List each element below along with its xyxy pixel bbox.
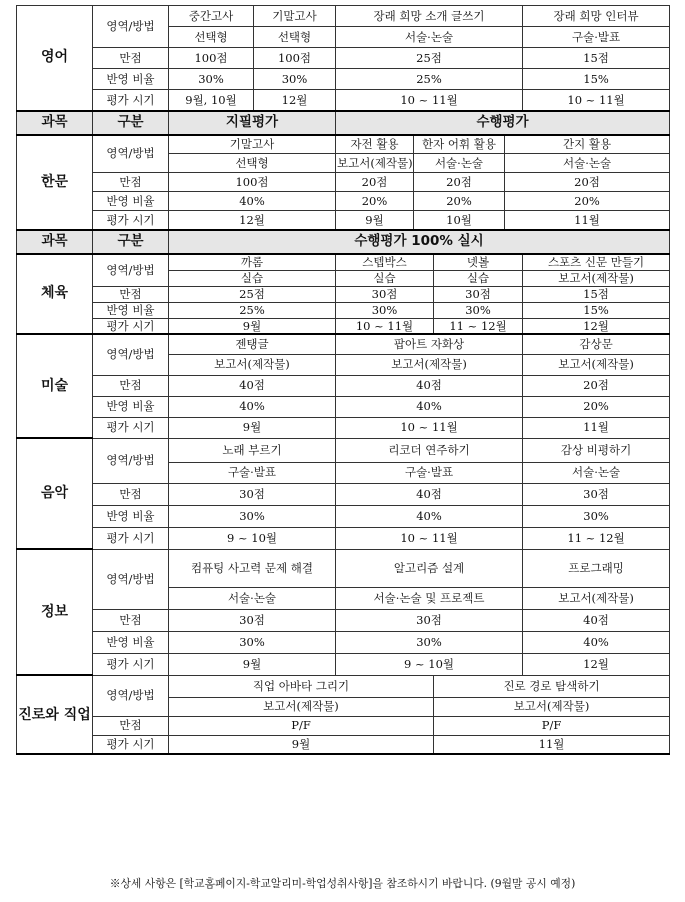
pe-period-1: 9월	[169, 318, 336, 334]
info-row-score	[17, 609, 670, 631]
header-performance: 수행평가	[336, 111, 670, 135]
hanmun-area-1: 기말고사	[169, 135, 336, 154]
hanmun-row-score	[17, 173, 670, 192]
art-score-3: 20점	[523, 375, 670, 396]
english-area-4: 장래 희망 인터뷰	[523, 6, 670, 27]
pe-score-label: 만점	[93, 286, 169, 302]
career-score-2: P/F	[434, 716, 670, 735]
art-period-1: 9월	[169, 417, 336, 438]
art-score-2: 40점	[336, 375, 523, 396]
hanmun-score-3: 20점	[414, 173, 505, 192]
music-row-score	[17, 483, 670, 505]
pe-subject: 체육	[17, 254, 93, 335]
career-period-1: 9월	[169, 735, 434, 754]
pe-period-label: 평가 시기	[93, 318, 169, 334]
pe-row-period	[17, 318, 670, 334]
english-ratio-1: 30%	[169, 69, 254, 90]
info-subject: 정보	[17, 549, 93, 675]
info-period-label: 평가 시기	[93, 653, 169, 675]
art-period-3: 11월	[523, 417, 670, 438]
career-area-label: 영역/방법	[93, 675, 169, 716]
pe-row-area	[17, 254, 670, 271]
english-method-4: 구술·발표	[523, 27, 670, 48]
info-ratio-3: 40%	[523, 631, 670, 653]
english-row-ratio	[17, 69, 670, 90]
hanmun-method-3: 서술·논술	[414, 154, 505, 173]
art-period-2: 10 ~ 11월	[336, 417, 523, 438]
english-method-2: 선택형	[254, 27, 336, 48]
hanmun-area-4: 간지 활용	[505, 135, 670, 154]
english-score-2: 100점	[254, 48, 336, 69]
pe-score-2: 30점	[336, 286, 434, 302]
info-row-period	[17, 653, 670, 675]
english-period-4: 10 ~ 11월	[523, 90, 670, 111]
assessment-plan	[16, 5, 669, 755]
music-ratio-2: 40%	[336, 505, 523, 527]
hanmun-method-2: 보고서(제작물)	[336, 154, 414, 173]
english-period-1: 9월, 10월	[169, 90, 254, 111]
english-score-1: 100점	[169, 48, 254, 69]
info-period-2: 9 ~ 10월	[336, 653, 523, 675]
career-method-1: 보고서(제작물)	[169, 697, 434, 716]
art-row-period	[17, 417, 670, 438]
english-method-1: 선택형	[169, 27, 254, 48]
hanmun-area-label: 영역/방법	[93, 135, 169, 173]
music-method-2: 구술·발표	[336, 462, 523, 483]
music-period-3: 11 ~ 12월	[523, 527, 670, 549]
english-method-3: 서술·논술	[336, 27, 523, 48]
art-ratio-1: 40%	[169, 396, 336, 417]
music-ratio-label: 반영 비율	[93, 505, 169, 527]
english-subject: 영어	[17, 6, 93, 111]
english-period-3: 10 ~ 11월	[336, 90, 523, 111]
hanmun-ratio-4: 20%	[505, 192, 670, 211]
assessment-table	[16, 5, 670, 755]
header-written: 지필평가	[169, 111, 336, 135]
art-row-score	[17, 375, 670, 396]
hanmun-row-period	[17, 211, 670, 230]
pe-method-3: 실습	[434, 270, 523, 286]
music-score-3: 30점	[523, 483, 670, 505]
career-subject: 진로와 직업	[17, 675, 93, 754]
hanmun-ratio-3: 20%	[414, 192, 505, 211]
info-row-area	[17, 549, 670, 587]
art-ratio-2: 40%	[336, 396, 523, 417]
hanmun-period-3: 10월	[414, 211, 505, 230]
pe-ratio-3: 30%	[434, 302, 523, 318]
english-score-label: 만점	[93, 48, 169, 69]
hanmun-subject: 한문	[17, 135, 93, 230]
music-subject: 음악	[17, 438, 93, 549]
music-area-1: 노래 부르기	[169, 438, 336, 462]
pe-area-3: 넷볼	[434, 254, 523, 271]
pe-area-label: 영역/방법	[93, 254, 169, 287]
music-score-1: 30점	[169, 483, 336, 505]
career-period-2: 11월	[434, 735, 670, 754]
pe-area-1: 까롬	[169, 254, 336, 271]
career-area-2: 진로 경로 탐색하기	[434, 675, 670, 697]
music-row-ratio	[17, 505, 670, 527]
hanmun-ratio-label: 반영 비율	[93, 192, 169, 211]
pe-area-4: 스포츠 신문 만들기	[523, 254, 670, 271]
pe-period-2: 10 ~ 11월	[336, 318, 434, 334]
art-area-2: 팝아트 자화상	[336, 334, 523, 354]
music-area-label: 영역/방법	[93, 438, 169, 483]
info-area-label: 영역/방법	[93, 549, 169, 609]
art-ratio-3: 20%	[523, 396, 670, 417]
hanmun-period-label: 평가 시기	[93, 211, 169, 230]
header-row-hanmun	[17, 111, 670, 135]
pe-method-1: 실습	[169, 270, 336, 286]
english-ratio-3: 25%	[336, 69, 523, 90]
info-method-2: 서술·논술 및 프로젝트	[336, 587, 523, 609]
pe-ratio-4: 15%	[523, 302, 670, 318]
pe-method-4: 보고서(제작물)	[523, 270, 670, 286]
hanmun-score-4: 20점	[505, 173, 670, 192]
hanmun-period-2: 9월	[336, 211, 414, 230]
english-area-label: 영역/방법	[93, 6, 169, 48]
english-period-2: 12월	[254, 90, 336, 111]
english-area-1: 중간고사	[169, 6, 254, 27]
header-division: 구분	[93, 111, 169, 135]
music-row-area	[17, 438, 670, 462]
career-row-score	[17, 716, 670, 735]
art-area-1: 젠탱글	[169, 334, 336, 354]
header-subject-2: 과목	[17, 230, 93, 254]
hanmun-area-3: 한자 어휘 활용	[414, 135, 505, 154]
hanmun-score-label: 만점	[93, 173, 169, 192]
music-period-1: 9 ~ 10월	[169, 527, 336, 549]
english-row-period	[17, 90, 670, 111]
info-score-3: 40점	[523, 609, 670, 631]
career-score-1: P/F	[169, 716, 434, 735]
info-area-3: 프로그래밍	[523, 549, 670, 587]
info-row-ratio	[17, 631, 670, 653]
art-subject: 미술	[17, 334, 93, 438]
music-ratio-1: 30%	[169, 505, 336, 527]
art-score-1: 40점	[169, 375, 336, 396]
english-row-area	[17, 6, 670, 27]
header-division-2: 구분	[93, 230, 169, 254]
hanmun-method-1: 선택형	[169, 154, 336, 173]
info-ratio-1: 30%	[169, 631, 336, 653]
art-ratio-label: 반영 비율	[93, 396, 169, 417]
art-area-3: 감상문	[523, 334, 670, 354]
pe-ratio-label: 반영 비율	[93, 302, 169, 318]
info-method-3: 보고서(제작물)	[523, 587, 670, 609]
pe-ratio-2: 30%	[336, 302, 434, 318]
art-row-area	[17, 334, 670, 354]
header-row-arts	[17, 230, 670, 254]
music-method-3: 서술·논술	[523, 462, 670, 483]
hanmun-row-ratio	[17, 192, 670, 211]
info-area-2: 알고리즘 설계	[336, 549, 523, 587]
english-area-3: 장래 희망 소개 글쓰기	[336, 6, 523, 27]
career-area-1: 직업 아바타 그리기	[169, 675, 434, 697]
art-method-3: 보고서(제작물)	[523, 354, 670, 375]
music-period-2: 10 ~ 11월	[336, 527, 523, 549]
info-ratio-label: 반영 비율	[93, 631, 169, 653]
hanmun-period-1: 12월	[169, 211, 336, 230]
info-period-1: 9월	[169, 653, 336, 675]
footnote: ※상세 사항은 [학교홈페이지-학교알리미-학업성취사항]을 참조하시기 바랍니다. (9월말 공시 예정)	[109, 877, 576, 890]
hanmun-method-4: 서술·논술	[505, 154, 670, 173]
art-score-label: 만점	[93, 375, 169, 396]
music-score-label: 만점	[93, 483, 169, 505]
header-performance-full: 수행평가 100% 실시	[169, 230, 670, 254]
hanmun-score-1: 100점	[169, 173, 336, 192]
music-method-1: 구술·발표	[169, 462, 336, 483]
art-area-label: 영역/방법	[93, 334, 169, 375]
english-score-4: 15점	[523, 48, 670, 69]
hanmun-period-4: 11월	[505, 211, 670, 230]
career-score-label: 만점	[93, 716, 169, 735]
pe-method-2: 실습	[336, 270, 434, 286]
pe-ratio-1: 25%	[169, 302, 336, 318]
pe-row-score	[17, 286, 670, 302]
career-period-label: 평가 시기	[93, 735, 169, 754]
english-ratio-2: 30%	[254, 69, 336, 90]
pe-score-3: 30점	[434, 286, 523, 302]
pe-row-ratio	[17, 302, 670, 318]
art-method-1: 보고서(제작물)	[169, 354, 336, 375]
info-area-1: 컴퓨팅 사고력 문제 해결	[169, 549, 336, 587]
pe-period-4: 12월	[523, 318, 670, 334]
english-period-label: 평가 시기	[93, 90, 169, 111]
music-area-2: 리코더 연주하기	[336, 438, 523, 462]
info-score-label: 만점	[93, 609, 169, 631]
music-ratio-3: 30%	[523, 505, 670, 527]
english-area-2: 기말고사	[254, 6, 336, 27]
pe-period-3: 11 ~ 12월	[434, 318, 523, 334]
english-ratio-label: 반영 비율	[93, 69, 169, 90]
pe-score-1: 25점	[169, 286, 336, 302]
career-method-2: 보고서(제작물)	[434, 697, 670, 716]
music-row-period	[17, 527, 670, 549]
hanmun-row-area	[17, 135, 670, 154]
pe-score-4: 15점	[523, 286, 670, 302]
info-period-3: 12월	[523, 653, 670, 675]
hanmun-ratio-1: 40%	[169, 192, 336, 211]
career-row-period	[17, 735, 670, 754]
art-method-2: 보고서(제작물)	[336, 354, 523, 375]
hanmun-area-2: 자전 활용	[336, 135, 414, 154]
english-ratio-4: 15%	[523, 69, 670, 90]
art-period-label: 평가 시기	[93, 417, 169, 438]
career-row-area	[17, 675, 670, 697]
hanmun-ratio-2: 20%	[336, 192, 414, 211]
pe-area-2: 스텝박스	[336, 254, 434, 271]
hanmun-score-2: 20점	[336, 173, 414, 192]
info-method-1: 서술·논술	[169, 587, 336, 609]
info-ratio-2: 30%	[336, 631, 523, 653]
info-score-1: 30점	[169, 609, 336, 631]
music-score-2: 40점	[336, 483, 523, 505]
music-period-label: 평가 시기	[93, 527, 169, 549]
english-row-score	[17, 48, 670, 69]
info-score-2: 30점	[336, 609, 523, 631]
music-area-3: 감상 비평하기	[523, 438, 670, 462]
english-score-3: 25점	[336, 48, 523, 69]
header-subject: 과목	[17, 111, 93, 135]
art-row-ratio	[17, 396, 670, 417]
